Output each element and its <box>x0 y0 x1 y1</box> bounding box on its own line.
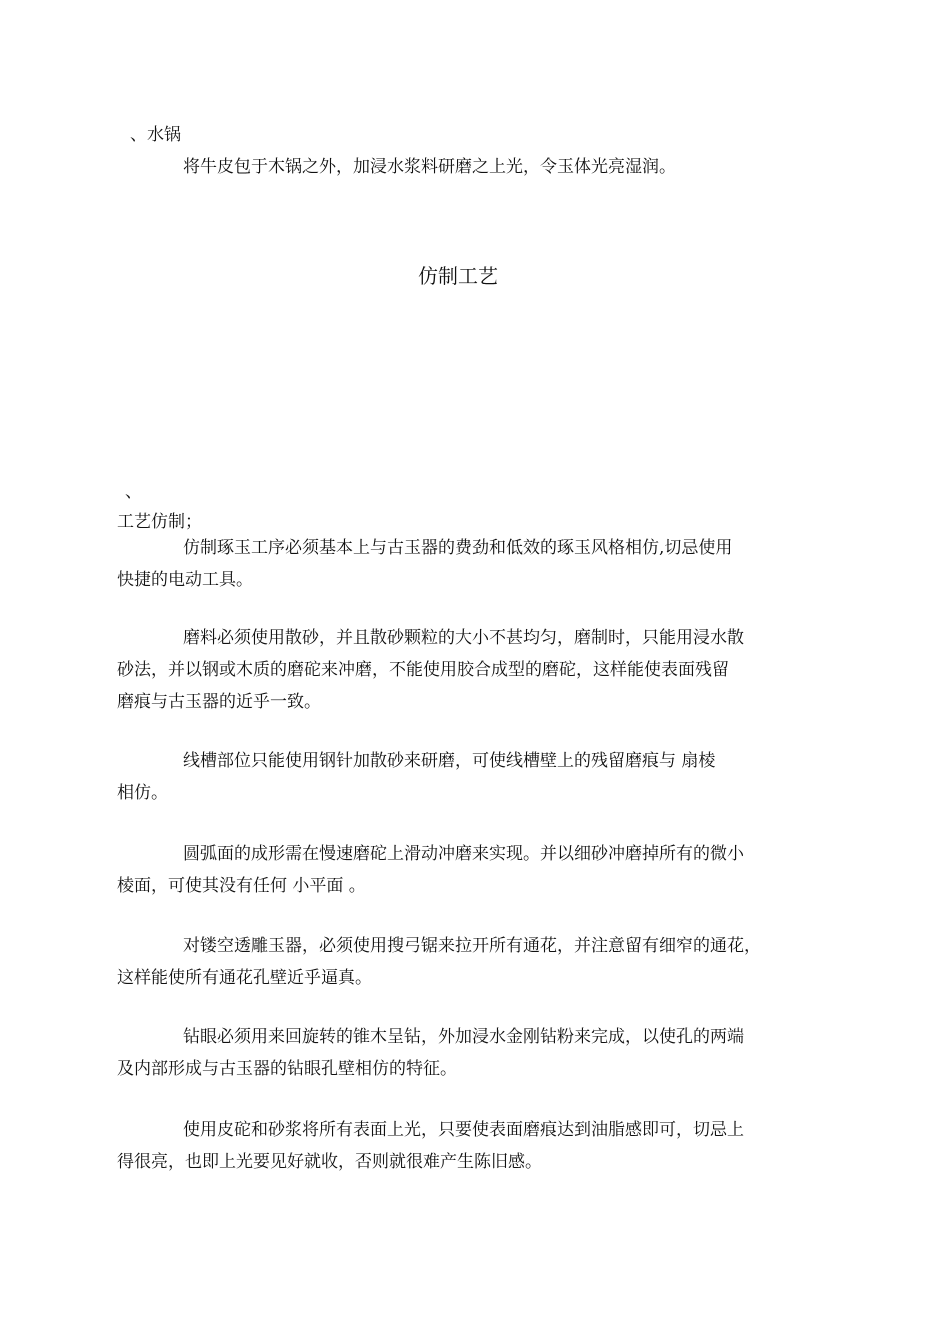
section-body: 将牛皮包于木锅之外，加浸水浆料研磨之上光，令玉体光亮湿润。 <box>183 157 676 177</box>
subheading: 工艺仿制； <box>117 512 202 532</box>
section-heading: 、水锅 <box>130 125 181 145</box>
list-mark: 、 <box>125 482 142 502</box>
paragraph-line: 这样能使所有通花孔壁近乎逼真。 <box>117 968 372 988</box>
paragraph-line: 磨痕与古玉器的近乎一致。 <box>117 692 321 712</box>
paragraph-line: 使用皮砣和砂浆将所有表面上光，只要使表面磨痕达到油脂感即可，切忌上 <box>183 1120 744 1140</box>
paragraph <box>117 532 817 596</box>
paragraph-line: 圆弧面的成形需在慢速磨砣上滑动冲磨来实现。并以细砂冲磨掉所有的微小 <box>183 844 744 864</box>
paragraph <box>117 745 817 809</box>
paragraph-line: 砂法，并以钢或木质的磨砣来冲磨，不能使用胶合成型的磨砣，这样能使表面残留 <box>117 660 729 680</box>
paragraph-line: 相仿。 <box>117 783 168 803</box>
paragraph-line: 快捷的电动工具。 <box>117 570 253 590</box>
paragraph-line: 对镂空透雕玉器，必须使用搜弓锯来拉开所有通花，并注意留有细窄的通花， <box>183 936 761 956</box>
paragraph <box>117 622 817 718</box>
paragraph <box>117 1114 817 1178</box>
paragraph-line: 得很亮，也即上光要见好就收，否则就很难产生陈旧感。 <box>117 1152 542 1172</box>
paragraph-line: 钻眼必须用来回旋转的锥木呈钻，外加浸水金刚钻粉来完成，以使孔的两端 <box>183 1027 744 1047</box>
paragraph-line: 及内部形成与古玉器的钻眼孔壁相仿的特征。 <box>117 1059 457 1079</box>
paragraph <box>117 930 817 994</box>
paragraph <box>117 1021 817 1085</box>
paragraph-line: 棱面，可使其没有任何 小平面 。 <box>117 876 366 896</box>
page-title: 仿制工艺 <box>418 264 498 288</box>
paragraph-line: 线槽部位只能使用钢针加散砂来研磨，可使线槽壁上的残留磨痕与 扇棱 <box>183 751 716 771</box>
paragraph-line: 仿制琢玉工序必须基本上与古玉器的费劲和低效的琢玉风格相仿,切忌使用 <box>183 538 733 558</box>
paragraph-line: 磨料必须使用散砂，并且散砂颗粒的大小不甚均匀，磨制时，只能用浸水散 <box>183 628 744 648</box>
paragraph <box>117 838 817 902</box>
